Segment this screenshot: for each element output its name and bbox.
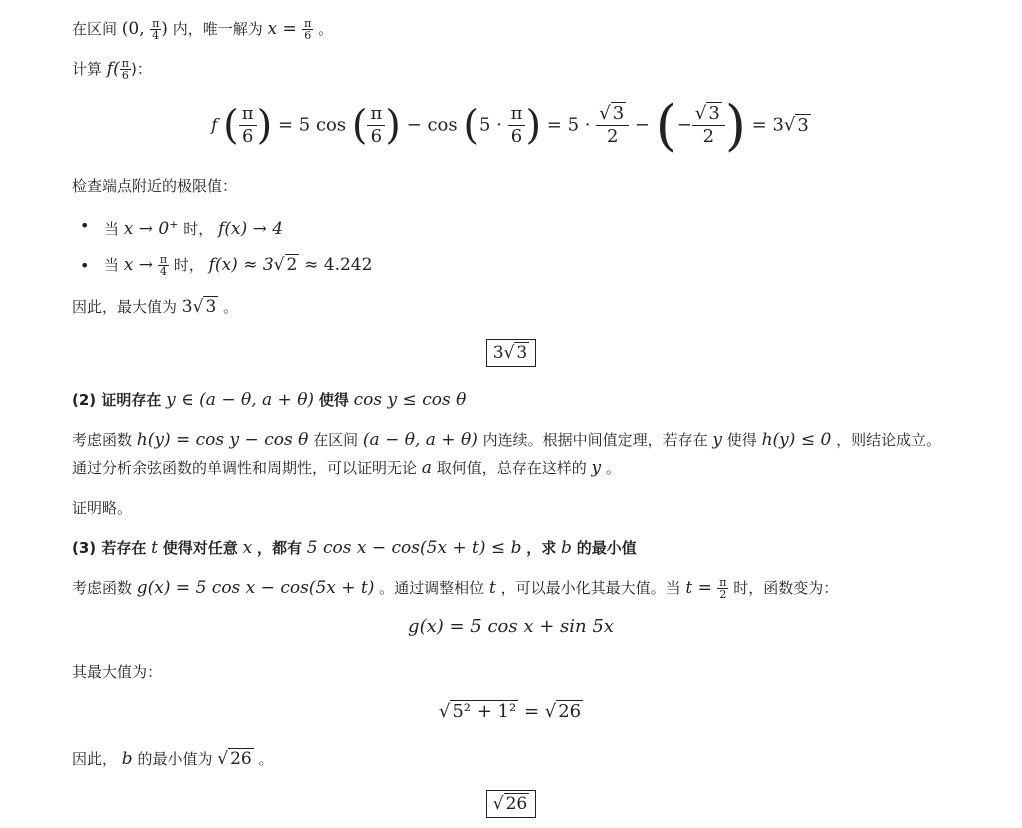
fraction (302, 18, 313, 41)
paragraph-2a (72, 429, 941, 451)
line-compute (72, 58, 152, 81)
den: 6 (239, 125, 257, 148)
math: t = (685, 578, 718, 598)
paragraph-3b: 其最大值为： (72, 663, 163, 681)
math: a (421, 458, 432, 478)
answer-box-1-wrap (0, 339, 1022, 367)
math: f(x) ≈ 3 (208, 255, 274, 275)
num: π (510, 103, 523, 124)
section-heading-3 (72, 537, 637, 559)
text: 时， (183, 220, 214, 238)
math: y ∈ (a − θ, a + θ) (166, 390, 315, 410)
fraction (120, 58, 131, 81)
math: h(y) = cos y − cos θ (136, 430, 309, 450)
text: 。 (223, 298, 239, 316)
den: 2 (717, 588, 728, 600)
num: π (121, 57, 129, 70)
text: 使得对任意 (162, 539, 238, 557)
math: (a − θ, a + θ) (362, 430, 478, 450)
math: 3 (492, 343, 504, 363)
math: − cos (406, 114, 458, 136)
equation-f-pi-6: f ( $\frac{\pi}{6}$ ) = 5 cos ( $\frac{\pi}{6}$ ) − cos (5 · $\frac{\pi}{6}$ ) = 5 · $\frac{√ 3}{2}$ − (− $\frac{√ 3}{2}$ ) = 3√ 3 (211, 94, 809, 157)
radicand: 3 (797, 114, 809, 136)
math: cos y ≤ cos θ (353, 390, 467, 410)
num: π (241, 103, 254, 124)
math: t (151, 538, 158, 558)
fraction (239, 103, 257, 148)
den: 4 (158, 265, 169, 277)
text: 在区间 (72, 20, 118, 38)
fraction (367, 103, 385, 148)
math: x → (123, 255, 154, 275)
text: 通过分析余弦函数的单调性和周期性，可以证明无论 (72, 459, 418, 477)
den: 2 (596, 125, 629, 148)
section-heading-2 (72, 389, 466, 411)
den: 6 (302, 29, 313, 41)
radicand: 2 (286, 255, 298, 275)
den: 6 (367, 125, 385, 148)
math: ≈ 4.242 (304, 255, 373, 275)
text: 考虑函数 (72, 431, 133, 449)
math: 3 (181, 297, 193, 317)
text: 当 (104, 256, 120, 274)
paren: ) (724, 94, 746, 157)
math: b (561, 538, 572, 558)
text: 。 (605, 459, 621, 477)
math: x (242, 538, 253, 558)
math: + (169, 218, 179, 231)
fraction (692, 103, 725, 148)
text: )： (130, 60, 152, 78)
radicand: 3 (516, 343, 528, 363)
paren: ) (525, 102, 542, 149)
paren: ( (223, 102, 239, 149)
text: 计算 (72, 60, 103, 78)
math: b (121, 749, 133, 769)
line-unique-solution (72, 18, 333, 41)
fraction (596, 103, 629, 148)
den: 4 (150, 29, 161, 41)
answer-box-2: √ 26 (486, 790, 536, 818)
text: 使得 (318, 391, 349, 409)
text: (3) 若存在 (72, 539, 147, 557)
fraction (150, 18, 161, 41)
paragraph-2b (72, 457, 621, 479)
math: 5 cos x − cos(5x + t) ≤ b (306, 538, 522, 558)
num: √ 3 (694, 103, 720, 124)
radicand: 3 (708, 103, 720, 124)
math: − (634, 114, 650, 136)
proof-omitted: 证明略。 (72, 499, 133, 517)
text: 时，函数变为： (733, 579, 839, 597)
den: 6 (508, 125, 526, 148)
math: (0, (121, 19, 151, 39)
fraction (717, 577, 728, 600)
math: g(x) = 5 cos x − cos(5x + t) (136, 578, 375, 598)
math: f(x) → 4 (218, 219, 284, 239)
fraction (158, 254, 169, 277)
text: 取何值，总存在这样的 (436, 459, 587, 477)
radicand: 3 (612, 103, 625, 124)
text: 内连续。根据中间值定理，若存在 (482, 431, 708, 449)
line-max-value: 因此，最大值为 3√ 3 。 (72, 297, 239, 317)
math: = (523, 701, 540, 722)
math: t (488, 578, 496, 598)
num: π (159, 253, 168, 266)
radicand: 3 (205, 297, 217, 317)
math: = 3 (751, 114, 784, 136)
radicand: 5² + 1² (452, 701, 517, 722)
math: = 5 · (546, 114, 591, 136)
equation-sqrt: √ 5² + 1² = √ 26 (438, 701, 582, 722)
math: = 5 cos (277, 114, 347, 136)
math: f (211, 115, 218, 136)
text: 。 (258, 750, 274, 768)
math: h(y) ≤ 0 (761, 430, 832, 450)
answer-box-2-wrap (0, 790, 1022, 818)
paragraph-3c: 因此， b 的最小值为 √ 26 。 (72, 749, 274, 769)
radicand: 26 (505, 794, 528, 814)
radicand: 26 (558, 701, 582, 722)
paragraph-3a (72, 577, 838, 600)
text: 在区间 (313, 431, 359, 449)
math: − (676, 114, 692, 136)
paren: ( (463, 102, 479, 149)
den: 6 (120, 69, 131, 81)
text: 内，唯一解为 (172, 20, 263, 38)
text: ，都有 (256, 539, 302, 557)
bullet-dot: • (80, 216, 90, 235)
text: 使得 (726, 431, 757, 449)
paren: ( (655, 94, 677, 157)
text: (2) 证明存在 (72, 391, 162, 409)
answer-box-1: 3√ 3 (486, 339, 537, 367)
paren: ( (351, 102, 368, 149)
text: 因此， (72, 750, 118, 768)
text: 。 (318, 20, 334, 38)
text: 时， (173, 256, 204, 274)
math: ) (161, 19, 168, 39)
bullet-dot: • (80, 256, 90, 275)
text: ，可以最小化其最大值。当 (500, 579, 681, 597)
math: y (712, 430, 723, 450)
den: 2 (692, 125, 725, 148)
fraction (508, 103, 526, 148)
text: ，则结论成立。 (836, 431, 942, 449)
math: x → 0 (123, 219, 170, 239)
num: π (152, 17, 160, 30)
text: 考虑函数 (72, 579, 133, 597)
text: 的最小值为 (137, 750, 213, 768)
paren: ) (256, 102, 273, 149)
line-check-limits: 检查端点附近的极限值： (72, 177, 238, 195)
bullet-item-1 (104, 214, 283, 240)
num: π (370, 103, 383, 124)
text: 因此，最大值为 (72, 298, 178, 316)
bullet-item-2: 当 x → $\frac{\pi}{4}$ 时， f(x) ≈ 3√ 2 ≈ 4.242 (104, 253, 373, 278)
paren: ) (385, 102, 401, 149)
equation-g: g(x) = 5 cos x + sin 5x (408, 616, 614, 637)
radicand: 26 (230, 749, 252, 769)
math: f( (106, 59, 120, 79)
num: π (719, 576, 727, 589)
text: 。通过调整相位 (379, 579, 485, 597)
math: x = (267, 19, 303, 39)
text: 当 (104, 220, 120, 238)
math: 5 · (478, 114, 502, 136)
num: √ 3 (599, 103, 625, 124)
text: 的最小值 (576, 539, 637, 557)
math: y (591, 458, 602, 478)
num: π (304, 17, 312, 30)
text: ，求 (526, 539, 557, 557)
